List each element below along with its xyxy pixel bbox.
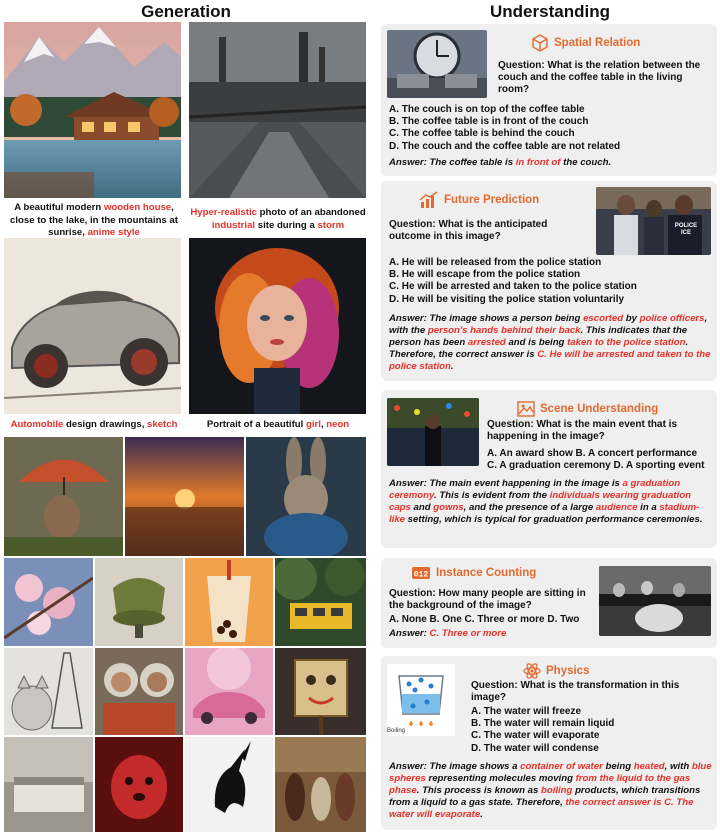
landscape-icon: [517, 400, 535, 418]
boiling-beaker-thumbnail: [387, 664, 455, 736]
scene-understanding-card: [381, 390, 717, 548]
neon-girl-image: [189, 238, 366, 414]
rabbit-scarf-image: [246, 437, 366, 556]
industrial-caption: Hyper-realistic photo of an abandoned industrial site during a storm: [190, 207, 366, 231]
graduation-thumbnail: [387, 398, 479, 466]
living-room-thumbnail: [387, 30, 487, 98]
instance-counting-card: [381, 558, 717, 648]
industrial-storm-image: [189, 22, 366, 198]
counting-answer: Answer: C. Three or more: [389, 628, 507, 639]
counting-question: Question: How many people are sitting in the background of the image?: [389, 588, 586, 611]
scene-understanding-title: Scene Understanding: [517, 400, 658, 418]
smiling-sign-image: [275, 648, 366, 735]
unicorn-logo-image: [185, 737, 273, 832]
physics-card: [381, 656, 717, 830]
police-badge-text: POLICE ICE: [674, 223, 698, 236]
jungle-bus-image: [275, 558, 366, 646]
generation-title: Generation: [141, 2, 231, 21]
pink-car-image: [185, 648, 273, 735]
car-sketch-image: [4, 238, 181, 414]
future-prediction-title: Future Prediction: [419, 191, 539, 209]
spatial-relation-card: [381, 24, 717, 176]
spatial-relation-title: Spatial Relation: [531, 34, 640, 52]
cube-icon: [531, 34, 549, 52]
lake-house-image: [4, 22, 181, 198]
medieval-painting-image: [275, 737, 366, 832]
physics-answer: Answer: The image shows a container of water being heated, with blue spheres representing molecules moving from the liquid to the gas phase. This process is known as boiling products, which transitions from a liquid to a gas state. Therefore, the correct answer is C. The water will evaporate.: [389, 761, 712, 820]
counting-options: A. None B. One C. Three or more D. Two: [389, 614, 580, 625]
cat-eiffel-sketch-image: [4, 648, 93, 735]
mouse-umbrella-image: [4, 437, 123, 556]
physics-question: Question: What is the transformation in this image?: [471, 680, 680, 703]
red-dog-image: [95, 737, 183, 832]
green-chair-image: [95, 558, 183, 646]
future-question: Question: What is the anticipated outcome in this image?: [389, 219, 548, 242]
scene-options: A. An award show B. A concert performance C. A graduation ceremony D. A sporting event: [487, 448, 705, 472]
physics-options: A. The water will freeze B. The water will remain liquid C. The water will evaporate D. The water will condense: [471, 706, 615, 754]
scene-answer: Answer: The main event happening in the image is a graduation ceremony. This is evident from the individuals wearing graduation caps and gowns, and the presence of a large audience in a stadium-like setting, which is typical for graduation performance ceremonies.: [389, 478, 703, 525]
spatial-question: Question: What is the relation between the couch and the coffee table in the living room?: [498, 60, 701, 95]
understanding-title: Understanding: [490, 2, 610, 21]
future-answer: Answer: The image shows a person being escorted by police officers, with the person's hands behind their back. This indicates that the person has been arrested and is being taken to the police station. Therefore, the correct answer is C. He will be arrested and taken to the police station.: [389, 313, 711, 372]
instance-counting-title: 012 Instance Counting: [411, 566, 536, 580]
cherry-blossom-image: [4, 558, 93, 646]
trend-chart-icon: [419, 191, 439, 209]
future-options: A. He will be released from the police station B. He will escape from the police station C. He will be arrested and taken to the police station D. He will be visiting the police station voluntarily: [389, 257, 637, 305]
bedroom-image: [4, 737, 93, 832]
scene-question: Question: What is the main event that is happening in the image?: [487, 419, 678, 442]
lake-house-caption: A beautiful modern wooden house, close to the lake, in the mountains at sunrise, anime style: [10, 202, 178, 238]
counter-icon: [411, 566, 431, 580]
people-sitting-thumbnail: [599, 566, 711, 636]
atom-icon: [523, 662, 541, 680]
astronauts-image: [95, 648, 183, 735]
police-thumbnail: [596, 187, 711, 255]
car-caption: Automobile design drawings, sketch: [10, 419, 178, 430]
bubble-tea-image: [185, 558, 273, 646]
physics-title: Physics: [523, 662, 589, 680]
svg-text:012: 012: [413, 570, 429, 580]
future-prediction-card: [381, 181, 717, 381]
beaker-label: Boiling: [387, 728, 406, 734]
sunset-sea-image: [125, 437, 244, 556]
spatial-answer: Answer: The coffee table is in front of the couch.: [389, 157, 612, 168]
girl-caption: Portrait of a beautiful girl, neon: [206, 419, 350, 430]
spatial-options: A. The couch is on top of the coffee table B. The coffee table is in front of the couch C. The coffee table is behind the couch D. The couch and the coffee table are not related: [389, 104, 621, 152]
